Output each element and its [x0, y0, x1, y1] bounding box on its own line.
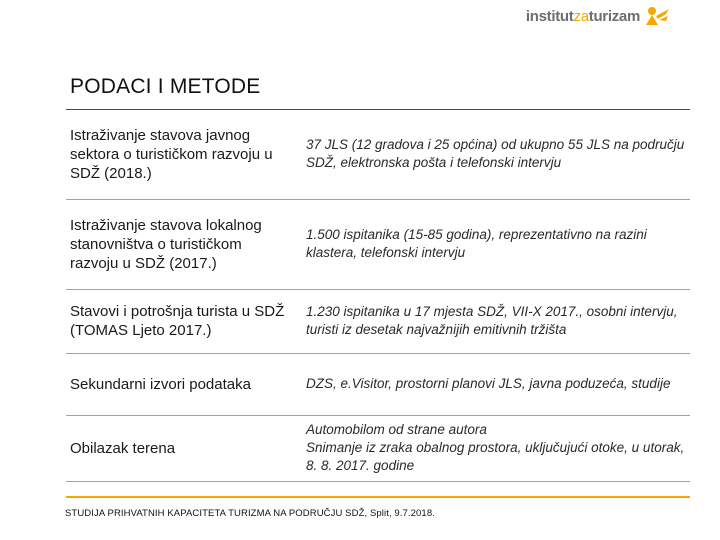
- table-row: [66, 110, 690, 199]
- row-label: Obilazak terena: [66, 415, 296, 481]
- table-row: [66, 199, 690, 289]
- brand-part-za: za: [573, 7, 589, 25]
- brand-part-institut: institut: [525, 7, 574, 25]
- row-label: Istraživanje stavova lokalnog stanovništva o turističkom razvoju u SDŽ (2017.): [66, 199, 296, 289]
- row-value: 1.500 ispitanika (15-85 godina), reprezentativno na razini klastera, telefonski intervju: [296, 199, 690, 289]
- brand-part-turizam: turizam: [588, 7, 640, 25]
- row-value: 37 JLS (12 gradova i 25 općina) od ukupno 55 JLS na području SDŽ, elektronska pošta i telefonski intervju: [296, 110, 690, 199]
- row-label: Sekundarni izvori podataka: [66, 353, 296, 415]
- row-value-line: Snimanje iz zraka obalnog prostora, uključujući otoke, u utorak, 8. 8. 2017. godine: [306, 440, 685, 473]
- row-value: [296, 415, 690, 481]
- brand-logo: [526, 6, 670, 26]
- brand-mark-icon: [644, 6, 670, 26]
- row-value: DZS, e.Visitor, prostorni planovi JLS, javna poduzeća, studije: [296, 353, 690, 415]
- table-row: [66, 415, 690, 481]
- footer-divider: [66, 496, 690, 498]
- methods-table: [66, 110, 690, 482]
- row-value-line: Automobilom od strane autora: [306, 422, 487, 437]
- brand-wordmark: [526, 8, 640, 25]
- table-row: [66, 289, 690, 353]
- row-label: Istraživanje stavova javnog sektora o turističkom razvoju u SDŽ (2018.): [66, 110, 296, 199]
- page-title: PODACI I METODE: [70, 75, 261, 98]
- footer-text: STUDIJA PRIHVATNIH KAPACITETA TURIZMA NA PODRUČJU SDŽ, Split, 9.7.2018.: [65, 508, 435, 519]
- row-value: 1.230 ispitanika u 17 mjesta SDŽ, VII-X 2017., osobni intervju, turisti iz desetak najvažnijih emitivnih tržišta: [296, 289, 690, 353]
- row-label: Stavovi i potrošnja turista u SDŽ (TOMAS Ljeto 2017.): [66, 289, 296, 353]
- table-row: [66, 353, 690, 415]
